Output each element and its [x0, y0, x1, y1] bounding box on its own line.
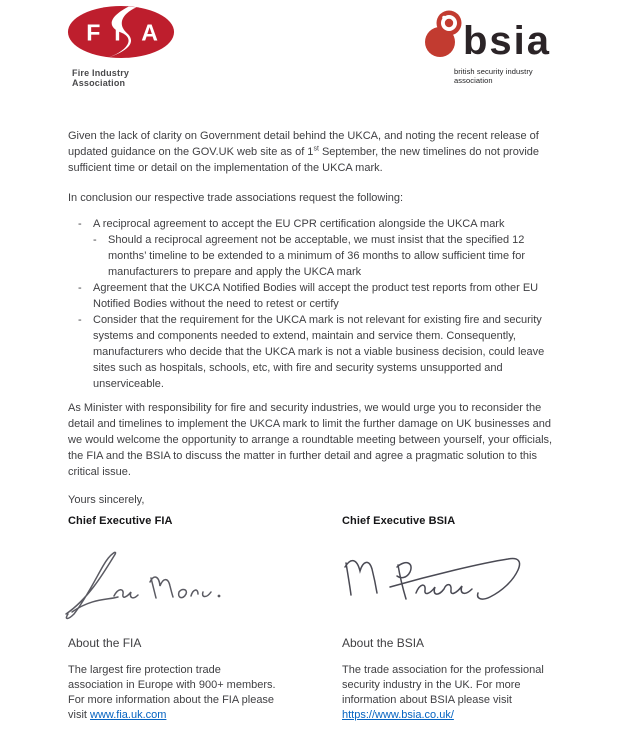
closing-salutation: Yours sincerely, [68, 494, 145, 506]
list-item [93, 216, 565, 280]
paragraph-conclusion-lead: In conclusion our respective trade associations request the following: [68, 192, 404, 204]
fia-signature-image [58, 544, 228, 624]
fia-logo-icon [62, 5, 180, 59]
about-fia-text [68, 663, 278, 723]
paragraph-intro-before: Given the lack of clarity on Government detail behind the UKCA, and noting the recent release of updated guidance on the GOV.UK web site as of 1 [68, 130, 539, 158]
about-bsia-text [342, 663, 567, 723]
svg-text:F: F [86, 19, 101, 46]
about-bsia-body: The trade association for the professional security industry in the UK. For more information about BSIA please visit [342, 664, 544, 706]
list-subitem: - Should a reciprocal agreement not be acceptable, we must insist that the specified 12 months’ timeline to be extended to a minimum of 36 months to allow sufficient time for manufacturers to prepare and apply the UKCA mark [108, 232, 565, 280]
paragraph-intro [68, 128, 565, 176]
about-fia-section [68, 636, 278, 734]
svg-text:I: I [114, 19, 121, 46]
fia-logo [62, 5, 184, 88]
about-bsia-section [342, 636, 567, 734]
letter-body [68, 128, 565, 508]
list-item: - Agreement that the UKCA Notified Bodies will accept the product test reports from other EU Notified Bodies without the need to retest or certify [93, 280, 565, 312]
fia-logo-caption: Fire Industry Association [72, 68, 130, 88]
superscript-st: st [313, 145, 319, 153]
request-sublist [93, 232, 565, 280]
request-list [68, 216, 565, 392]
about-bsia-heading: About the BSIA [342, 636, 425, 650]
svg-text:A: A [141, 19, 158, 46]
bsia-logo-caption: british security industry association [454, 67, 533, 85]
bsia-logo-icon [423, 8, 573, 60]
bsia-logo [423, 8, 573, 85]
bsia-signature-image [332, 537, 532, 632]
list-item-text: A reciprocal agreement to accept the EU CPR certification alongside the UKCA mark [93, 218, 505, 230]
paragraph-minister: As Minister with responsibility for fire and security industries, we would urge you to reconsider the detail and timelines to implement the UKCA mark to limit the further damage on UK businesses and we would welcome the opportunity to arrange a roundtable meeting between yourself, your officials, the FIA and the BSIA to discuss the matter in further detail and agree a pragmatic solution to this critical issue. [68, 402, 553, 478]
about-fia-heading: About the FIA [68, 636, 142, 650]
paragraph-intro-after: September, the new timelines do not provide sufficient time or detail on the implementation of the UKCA mark. [68, 146, 540, 174]
fia-website-link[interactable]: www.fia.uk.com [90, 709, 167, 721]
svg-text:bsia: bsia [463, 19, 552, 60]
about-fia-body: The largest fire protection trade association in Europe with 900+ members. For more information about the FIA please visit [68, 664, 276, 721]
signatory-title-fia: Chief Executive FIA [68, 515, 173, 527]
signatory-title-bsia: Chief Executive BSIA [342, 515, 456, 527]
list-item: - Consider that the requirement for the UKCA mark is not relevant for existing fire and security systems and components needed to extend, maintain and service them. Consequently, manufacturers who decide that the UKCA mark is not a viable business decision, could leave sites such as hospitals, schools, etc, with fire and security systems unsupported and unserviceable. [93, 312, 565, 392]
bsia-website-link[interactable]: https://www.bsia.co.uk/ [342, 709, 454, 721]
